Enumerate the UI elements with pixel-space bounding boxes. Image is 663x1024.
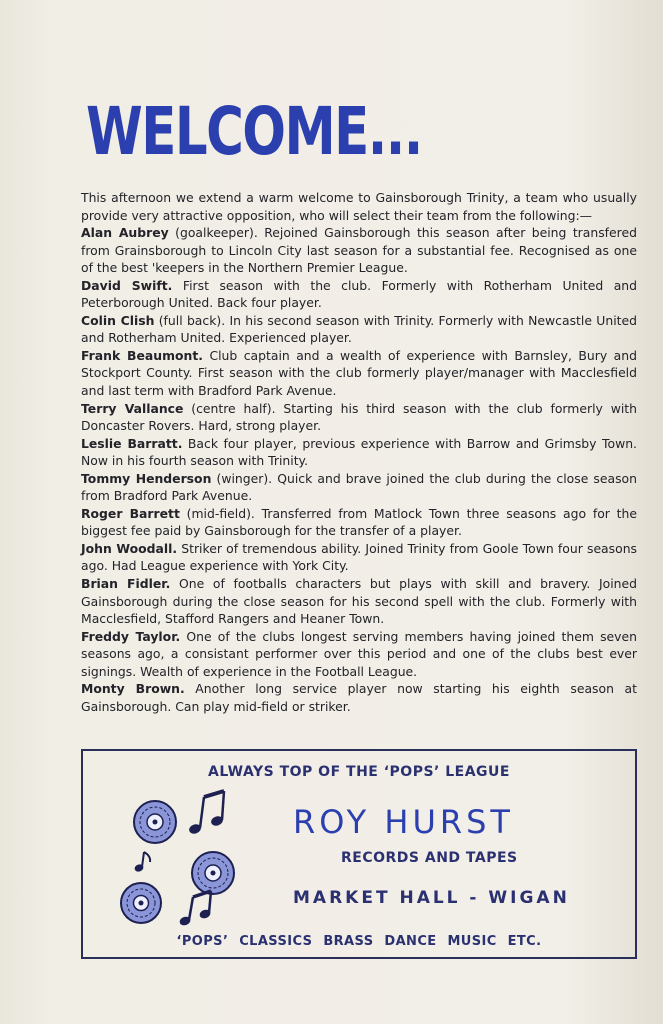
player-name: David Swift. [81, 277, 173, 293]
player-entry [81, 470, 637, 505]
player-description: (mid-field). Transferred from Matlock Town three seasons ago for the biggest fee paid by Gainsborough for the transfer of a player. [81, 505, 637, 539]
player-description: (goalkeeper). Rejoined Gainsborough this season after being transfered from Grainsborough to Lincoln City last season for a substantial fee. Recognised as one of the best 'keepers in the Northern Premier League. [81, 225, 637, 276]
player-name: Brian Fidler. [81, 576, 171, 592]
player-name: Freddy Taylor. [81, 628, 181, 644]
player-description: First season with the club. Formerly with Rotherham United and Peterborough United. Back four player. [81, 277, 638, 311]
player-entry [81, 435, 637, 470]
player-name: Frank Beaumont. [81, 347, 203, 363]
team-profile-text [81, 189, 637, 715]
player-name: Tommy Henderson [81, 470, 212, 486]
player-name: Leslie Barratt. [81, 435, 183, 451]
record-icon [134, 801, 176, 843]
player-entry [81, 277, 637, 312]
player-list [81, 224, 637, 715]
player-entry [81, 628, 637, 681]
player-name: Roger Barrett [81, 505, 180, 521]
music-genres: ‘POPS’ CLASSICS BRASS DANCE MUSIC ETC. [176, 934, 542, 949]
player-entry [81, 400, 637, 435]
player-name: Terry Vallance [81, 400, 184, 416]
player-entry [81, 347, 637, 400]
page-title: WELCOME... [86, 93, 422, 170]
player-entry [81, 505, 637, 540]
shop-name: ROY HURST [293, 803, 514, 841]
player-description: Striker of tremendous ability. Joined Trinity from Goole Town four seasons ago. Had League experience with York City. [81, 540, 637, 574]
player-description: (full back). In his second season with Trinity. Formerly with Newcastle United and Rotherham United. Experienced player. [81, 312, 637, 346]
player-description: One of footballs characters but plays with skill and bravery. Joined Gainsborough during the close season for his second spell with the club. Formerly with Macclesfield, Stafford Rangers and Heaner Town. [81, 576, 637, 627]
music-note-icon [134, 852, 150, 872]
player-description: (winger). Quick and brave joined the club during the close season from Bradford Park Avenue. [81, 470, 637, 504]
player-description: (centre half). Starting his third season with the club formerly with Doncaster Rovers. Hard, strong player. [81, 400, 637, 434]
music-note-icon [188, 791, 224, 835]
record-icon [121, 883, 161, 923]
player-entry [81, 680, 637, 715]
player-name: Monty Brown. [81, 681, 185, 697]
shop-address: MARKET HALL - WIGAN [293, 888, 570, 908]
player-name: Colin Clish [81, 312, 155, 328]
record-icon [192, 852, 234, 894]
player-entry [81, 540, 637, 575]
music-note-icon [179, 891, 211, 926]
player-name: Alan Aubrey [81, 225, 169, 241]
player-description: One of the clubs longest serving members having joined them seven seasons ago, a consistant performer over this period and one of the clubs best ever signings. Wealth of experience in the Football League. [81, 628, 637, 679]
shop-subtitle: RECORDS AND TAPES [341, 850, 518, 866]
record-shop-advert [81, 749, 637, 959]
player-entry [81, 575, 637, 628]
player-description: Back four player, previous experience with Barrow and Grimsby Town. Now in his fourth season with Trinity. [81, 435, 637, 469]
player-name: John Woodall. [81, 540, 178, 556]
player-entry [81, 224, 637, 277]
player-entry [81, 312, 637, 347]
advert-tagline: ALWAYS TOP OF THE ‘POPS’ LEAGUE [208, 764, 510, 780]
player-description: Club captain and a wealth of experience with Barnsley, Bury and Stockport County. First season with the club formerly player/manager with Macclesfield and last term with Bradford Park Avenue. [81, 347, 637, 399]
intro-paragraph: This afternoon we extend a warm welcome to Gainsborough Trinity, a team who usually provide very attractive opposition, who will select their team from the following:— [81, 190, 637, 223]
player-description: Another long service player now starting his eighth season at Gainsborough. Can play mid-field or striker. [81, 681, 637, 714]
